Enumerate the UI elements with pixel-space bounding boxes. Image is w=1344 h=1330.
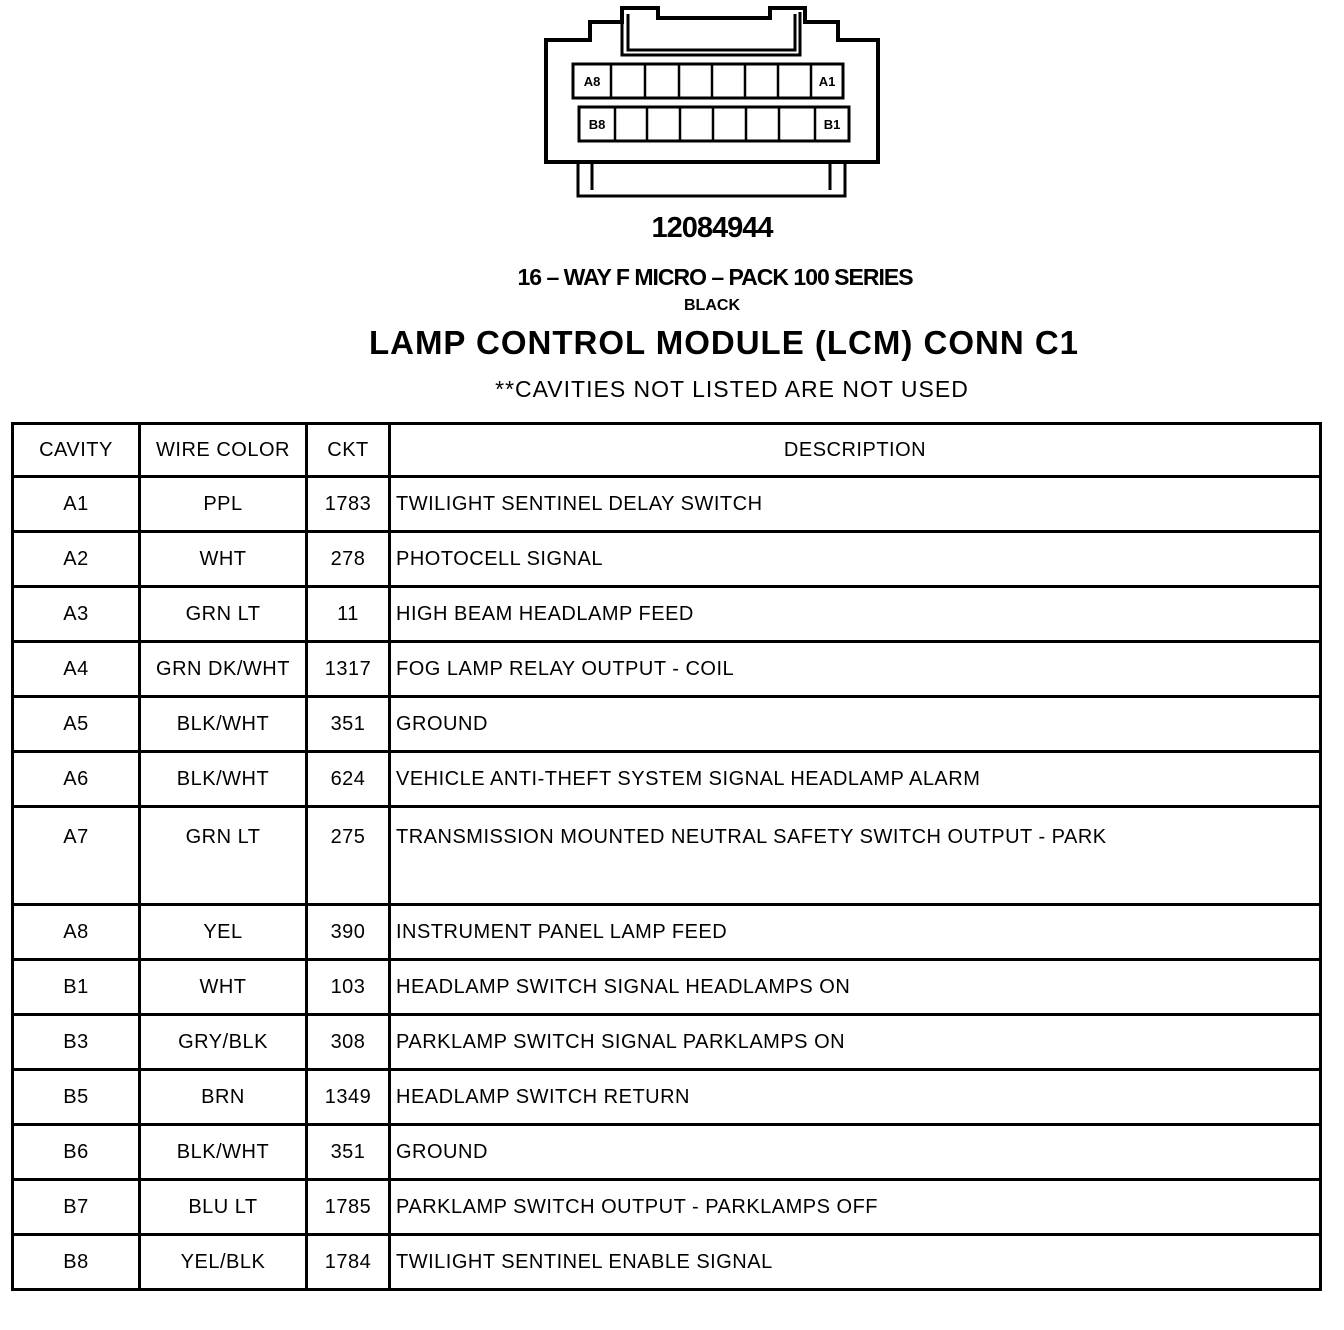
cavity-label-a8: A8 <box>583 74 601 89</box>
cell-wire-color: BRN <box>140 1070 307 1125</box>
cell-description: HEADLAMP SWITCH RETURN <box>390 1070 1321 1125</box>
cell-description: TRANSMISSION MOUNTED NEUTRAL SAFETY SWITCH OUTPUT - PARK <box>390 807 1321 905</box>
cell-description: GROUND <box>390 1125 1321 1180</box>
cell-cavity: B7 <box>13 1180 140 1235</box>
header-cavity: CAVITY <box>13 424 140 477</box>
header-wire-color: WIRE COLOR <box>140 424 307 477</box>
connector-title: LAMP CONTROL MODULE (LCM) CONN C1 <box>368 324 1080 361</box>
cell-ckt: 624 <box>307 752 390 807</box>
table-row <box>13 960 1321 1015</box>
cell-cavity: A3 <box>13 587 140 642</box>
cavities-note: **CAVITIES NOT LISTED ARE NOT USED <box>495 376 969 402</box>
connector-color: BLACK <box>684 297 740 314</box>
cell-ckt: 1783 <box>307 477 390 532</box>
cell-wire-color: BLK/WHT <box>140 752 307 807</box>
table-row <box>13 477 1321 532</box>
connector-series: 16 – WAY F MICRO – PACK 100 SERIES <box>517 264 913 290</box>
cell-ckt: 1785 <box>307 1180 390 1235</box>
cell-description: INSTRUMENT PANEL LAMP FEED <box>390 905 1321 960</box>
cell-description: PARKLAMP SWITCH SIGNAL PARKLAMPS ON <box>390 1015 1321 1070</box>
table-row <box>13 807 1321 905</box>
connector-face-diagram <box>0 0 1344 210</box>
pinout-table <box>11 422 1322 1291</box>
cell-cavity: A6 <box>13 752 140 807</box>
cell-description: HEADLAMP SWITCH SIGNAL HEADLAMPS ON <box>390 960 1321 1015</box>
cell-ckt: 351 <box>307 697 390 752</box>
cell-cavity: A2 <box>13 532 140 587</box>
cell-cavity: A5 <box>13 697 140 752</box>
cavity-label-b8: B8 <box>588 117 606 132</box>
table-row <box>13 1125 1321 1180</box>
cavity-label-b1: B1 <box>823 117 841 132</box>
cell-wire-color: GRN LT <box>140 587 307 642</box>
cell-description: PHOTOCELL SIGNAL <box>390 532 1321 587</box>
cell-ckt: 103 <box>307 960 390 1015</box>
cell-cavity: B1 <box>13 960 140 1015</box>
cell-cavity: A1 <box>13 477 140 532</box>
cell-wire-color: WHT <box>140 532 307 587</box>
table-row <box>13 1180 1321 1235</box>
cell-cavity: B5 <box>13 1070 140 1125</box>
cell-wire-color: WHT <box>140 960 307 1015</box>
connector-bottom-tab <box>578 162 845 196</box>
cell-description: GROUND <box>390 697 1321 752</box>
cell-ckt: 390 <box>307 905 390 960</box>
table-row <box>13 532 1321 587</box>
cell-ckt: 278 <box>307 532 390 587</box>
cell-ckt: 351 <box>307 1125 390 1180</box>
cell-cavity: B3 <box>13 1015 140 1070</box>
cell-wire-color: YEL/BLK <box>140 1235 307 1290</box>
table-row <box>13 1015 1321 1070</box>
table-row <box>13 905 1321 960</box>
part-number: 12084944 <box>651 212 773 244</box>
cell-description: FOG LAMP RELAY OUTPUT - COIL <box>390 642 1321 697</box>
cell-cavity: A7 <box>13 807 140 905</box>
table-row <box>13 1070 1321 1125</box>
header-description: DESCRIPTION <box>390 424 1321 477</box>
cell-cavity: B8 <box>13 1235 140 1290</box>
table-row <box>13 1235 1321 1290</box>
table-row <box>13 587 1321 642</box>
cell-description: TWILIGHT SENTINEL DELAY SWITCH <box>390 477 1321 532</box>
table-row <box>13 697 1321 752</box>
cell-wire-color: BLK/WHT <box>140 1125 307 1180</box>
cell-wire-color: GRN DK/WHT <box>140 642 307 697</box>
cell-ckt: 1784 <box>307 1235 390 1290</box>
cell-cavity: A8 <box>13 905 140 960</box>
table-header-row <box>13 424 1321 477</box>
cell-wire-color: GRN LT <box>140 807 307 905</box>
cell-description: PARKLAMP SWITCH OUTPUT - PARKLAMPS OFF <box>390 1180 1321 1235</box>
cell-ckt: 1317 <box>307 642 390 697</box>
cavity-row-a <box>573 64 843 98</box>
cell-wire-color: YEL <box>140 905 307 960</box>
cell-wire-color: PPL <box>140 477 307 532</box>
cell-wire-color: BLU LT <box>140 1180 307 1235</box>
cell-ckt: 11 <box>307 587 390 642</box>
cell-cavity: A4 <box>13 642 140 697</box>
cell-wire-color: GRY/BLK <box>140 1015 307 1070</box>
cell-wire-color: BLK/WHT <box>140 697 307 752</box>
cavity-label-a1: A1 <box>818 74 836 89</box>
cell-ckt: 308 <box>307 1015 390 1070</box>
cell-cavity: B6 <box>13 1125 140 1180</box>
cell-description: HIGH BEAM HEADLAMP FEED <box>390 587 1321 642</box>
cell-description: VEHICLE ANTI-THEFT SYSTEM SIGNAL HEADLAMP ALARM <box>390 752 1321 807</box>
table-row <box>13 752 1321 807</box>
header-ckt: CKT <box>307 424 390 477</box>
cell-ckt: 275 <box>307 807 390 905</box>
table-row <box>13 642 1321 697</box>
cell-description: TWILIGHT SENTINEL ENABLE SIGNAL <box>390 1235 1321 1290</box>
cell-ckt: 1349 <box>307 1070 390 1125</box>
